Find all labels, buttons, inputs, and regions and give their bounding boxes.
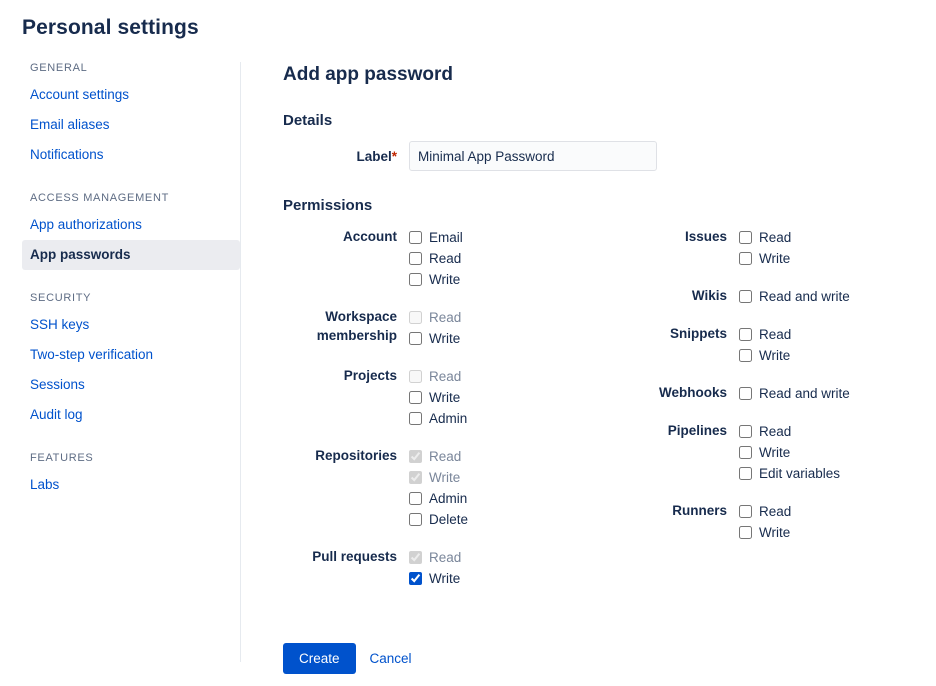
form-actions	[283, 643, 936, 674]
permission-checkbox-row[interactable]	[409, 387, 467, 408]
permission-options	[739, 285, 850, 307]
permission-group-name: Projects	[343, 368, 397, 383]
permission-group	[283, 546, 613, 589]
permission-checkbox-row[interactable]	[409, 307, 461, 328]
permission-group	[613, 382, 913, 404]
required-marker: *	[391, 148, 397, 164]
checkbox-label: Admin	[429, 491, 468, 506]
sidebar-item-app-authorizations[interactable]: App authorizations	[30, 217, 142, 232]
permission-options	[739, 323, 791, 366]
permission-group-label	[283, 445, 409, 530]
sidebar-item-audit-log[interactable]: Audit log	[30, 407, 83, 422]
permission-checkbox-row[interactable]	[739, 442, 840, 463]
checkbox-label: Write	[429, 272, 461, 287]
main-content	[241, 62, 936, 674]
permission-options	[409, 365, 467, 429]
sidebar-item-email-aliases[interactable]: Email aliases	[30, 117, 110, 132]
permission-group-name-line2: membership	[316, 328, 397, 343]
permission-group	[613, 323, 913, 366]
page-layout	[0, 62, 936, 674]
checkbox-label: Write	[429, 331, 461, 346]
permission-group	[283, 306, 613, 349]
permission-group-label	[283, 365, 409, 429]
checkbox-account-email[interactable]	[409, 231, 422, 244]
permission-checkbox-row[interactable]	[409, 328, 461, 349]
sidebar-item-ssh-keys[interactable]: SSH keys	[30, 317, 90, 332]
permission-group-label	[283, 546, 409, 589]
checkbox-pull-requests-write[interactable]	[409, 572, 422, 585]
create-button[interactable]: Create	[283, 643, 356, 674]
permission-group-name: Account	[343, 229, 397, 244]
checkbox-pipelines-write[interactable]	[739, 446, 752, 459]
permission-checkbox-row[interactable]	[409, 366, 467, 387]
permission-group-label	[613, 382, 739, 404]
checkbox-label: Write	[759, 348, 791, 363]
sidebar-group-label: SECURITY	[30, 292, 92, 304]
checkbox-label: Write	[759, 445, 791, 460]
permission-group-name: Pipelines	[667, 423, 727, 438]
permission-options	[739, 500, 791, 543]
permission-group	[283, 365, 613, 429]
sidebar-item-two-step-verification[interactable]: Two-step verification	[30, 347, 154, 362]
checkbox-label: Write	[759, 525, 791, 540]
sidebar-item-app-passwords[interactable]: App passwords	[22, 240, 240, 270]
permission-options	[409, 226, 463, 290]
permission-group-label	[613, 226, 739, 269]
permission-group	[613, 226, 913, 269]
sidebar-group-label: FEATURES	[30, 452, 94, 464]
checkbox-wikis-read-and-write[interactable]	[739, 290, 752, 303]
settings-sidebar	[22, 62, 241, 662]
permission-options	[409, 306, 461, 349]
permission-group-label	[283, 306, 409, 349]
checkbox-pipelines-edit-variables[interactable]	[739, 467, 752, 480]
permission-group-label	[613, 285, 739, 307]
sidebar-item-account-settings[interactable]: Account settings	[30, 87, 130, 102]
permission-checkbox-row[interactable]	[739, 463, 840, 484]
checkbox-projects-write[interactable]	[409, 391, 422, 404]
label-field-row	[283, 141, 936, 171]
permission-group-name: Runners	[672, 503, 727, 518]
checkbox-label: Read	[429, 310, 462, 325]
label-field-label-text: Label	[356, 148, 392, 164]
permission-options	[409, 546, 461, 589]
checkbox-account-write[interactable]	[409, 273, 422, 286]
permission-checkbox-row[interactable]	[739, 324, 791, 345]
checkbox-label: Write	[429, 470, 461, 485]
permission-checkbox-row[interactable]	[409, 408, 467, 429]
checkbox-label: Read and write	[759, 289, 850, 304]
checkbox-label: Read and write	[759, 386, 850, 401]
permission-checkbox-row[interactable]	[739, 286, 850, 307]
permission-options	[739, 226, 791, 269]
sidebar-group-label: GENERAL	[30, 62, 88, 74]
checkbox-label: Read	[759, 327, 792, 342]
checkbox-issues-read[interactable]	[739, 231, 752, 244]
label-field-label	[283, 149, 409, 164]
permission-checkbox-row[interactable]	[739, 227, 791, 248]
checkbox-label: Write	[429, 390, 461, 405]
checkbox-label: Write	[759, 251, 791, 266]
checkbox-label: Read	[759, 230, 792, 245]
details-section-title: Details	[283, 112, 333, 129]
permission-group-label	[283, 226, 409, 290]
permission-checkbox-row[interactable]	[739, 421, 840, 442]
permission-checkbox-row[interactable]	[739, 383, 850, 404]
permission-checkbox-row[interactable]	[739, 345, 791, 366]
permission-group	[613, 500, 913, 543]
permission-checkbox-row[interactable]	[409, 227, 463, 248]
checkbox-runners-read[interactable]	[739, 505, 752, 518]
checkbox-label: Read	[429, 449, 462, 464]
checkbox-snippets-read[interactable]	[739, 328, 752, 341]
permission-checkbox-row[interactable]	[739, 248, 791, 269]
sidebar-item-labs[interactable]: Labs	[30, 477, 60, 492]
checkbox-workspace-write[interactable]	[409, 332, 422, 345]
permission-checkbox-row[interactable]	[409, 446, 468, 467]
permission-group	[613, 285, 913, 307]
permission-checkbox-row[interactable]	[409, 568, 461, 589]
label-input[interactable]	[409, 141, 657, 171]
permission-checkbox-row[interactable]	[739, 522, 791, 543]
checkbox-repositories-read	[409, 450, 422, 463]
checkbox-label: Read	[759, 504, 792, 519]
cancel-link[interactable]: Cancel	[369, 651, 412, 666]
page-title: Personal settings	[22, 16, 199, 39]
permission-group-name: Issues	[684, 229, 727, 244]
permissions-right-column	[613, 226, 913, 605]
checkbox-pull-requests-read	[409, 551, 422, 564]
permission-group-name: Snippets	[669, 326, 727, 341]
permission-group-name: Webhooks	[658, 385, 727, 400]
checkbox-projects-read	[409, 370, 422, 383]
permission-group	[283, 445, 613, 530]
permission-options	[739, 382, 850, 404]
checkbox-label: Edit variables	[759, 466, 841, 481]
permission-group-label	[613, 500, 739, 543]
sidebar-item-notifications[interactable]: Notifications	[30, 147, 104, 162]
checkbox-webhooks-read-and-write[interactable]	[739, 387, 752, 400]
permission-group-label	[613, 420, 739, 484]
checkbox-runners-write[interactable]	[739, 526, 752, 539]
permission-options	[739, 420, 840, 484]
checkbox-pipelines-read[interactable]	[739, 425, 752, 438]
checkbox-projects-admin[interactable]	[409, 412, 422, 425]
checkbox-workspace-read	[409, 311, 422, 324]
permission-checkbox-row[interactable]	[409, 467, 468, 488]
checkbox-label: Admin	[429, 411, 468, 426]
checkbox-label: Delete	[429, 512, 469, 527]
checkbox-label: Email	[429, 230, 463, 245]
permissions-columns	[283, 226, 936, 605]
checkbox-repositories-write	[409, 471, 422, 484]
checkbox-snippets-write[interactable]	[739, 349, 752, 362]
checkbox-repositories-delete[interactable]	[409, 513, 422, 526]
checkbox-label: Read	[429, 550, 462, 565]
permission-group	[613, 420, 913, 484]
permission-checkbox-row[interactable]	[409, 248, 463, 269]
checkbox-issues-write[interactable]	[739, 252, 752, 265]
permission-group	[283, 226, 613, 290]
permission-checkbox-row[interactable]	[409, 509, 468, 530]
form-heading: Add app password	[283, 64, 453, 85]
permission-checkbox-row[interactable]	[409, 547, 461, 568]
checkbox-label: Read	[429, 251, 462, 266]
checkbox-repositories-admin[interactable]	[409, 492, 422, 505]
permissions-section-title: Permissions	[283, 197, 373, 214]
checkbox-label: Read	[759, 424, 792, 439]
permissions-left-column	[283, 226, 613, 605]
permission-group-label	[613, 323, 739, 366]
permission-checkbox-row[interactable]	[409, 269, 463, 290]
permission-group-name: Wikis	[691, 288, 727, 303]
checkbox-label: Write	[429, 571, 461, 586]
sidebar-group-label: ACCESS MANAGEMENT	[30, 192, 170, 204]
permission-checkbox-row[interactable]	[739, 501, 791, 522]
permission-group-name: Workspace	[325, 309, 397, 324]
checkbox-label: Read	[429, 369, 462, 384]
checkbox-account-read[interactable]	[409, 252, 422, 265]
permission-checkbox-row[interactable]	[409, 488, 468, 509]
sidebar-item-sessions[interactable]: Sessions	[30, 377, 85, 392]
permission-group-name: Pull requests	[312, 549, 397, 564]
permission-options	[409, 445, 468, 530]
permission-group-name: Repositories	[315, 448, 397, 463]
